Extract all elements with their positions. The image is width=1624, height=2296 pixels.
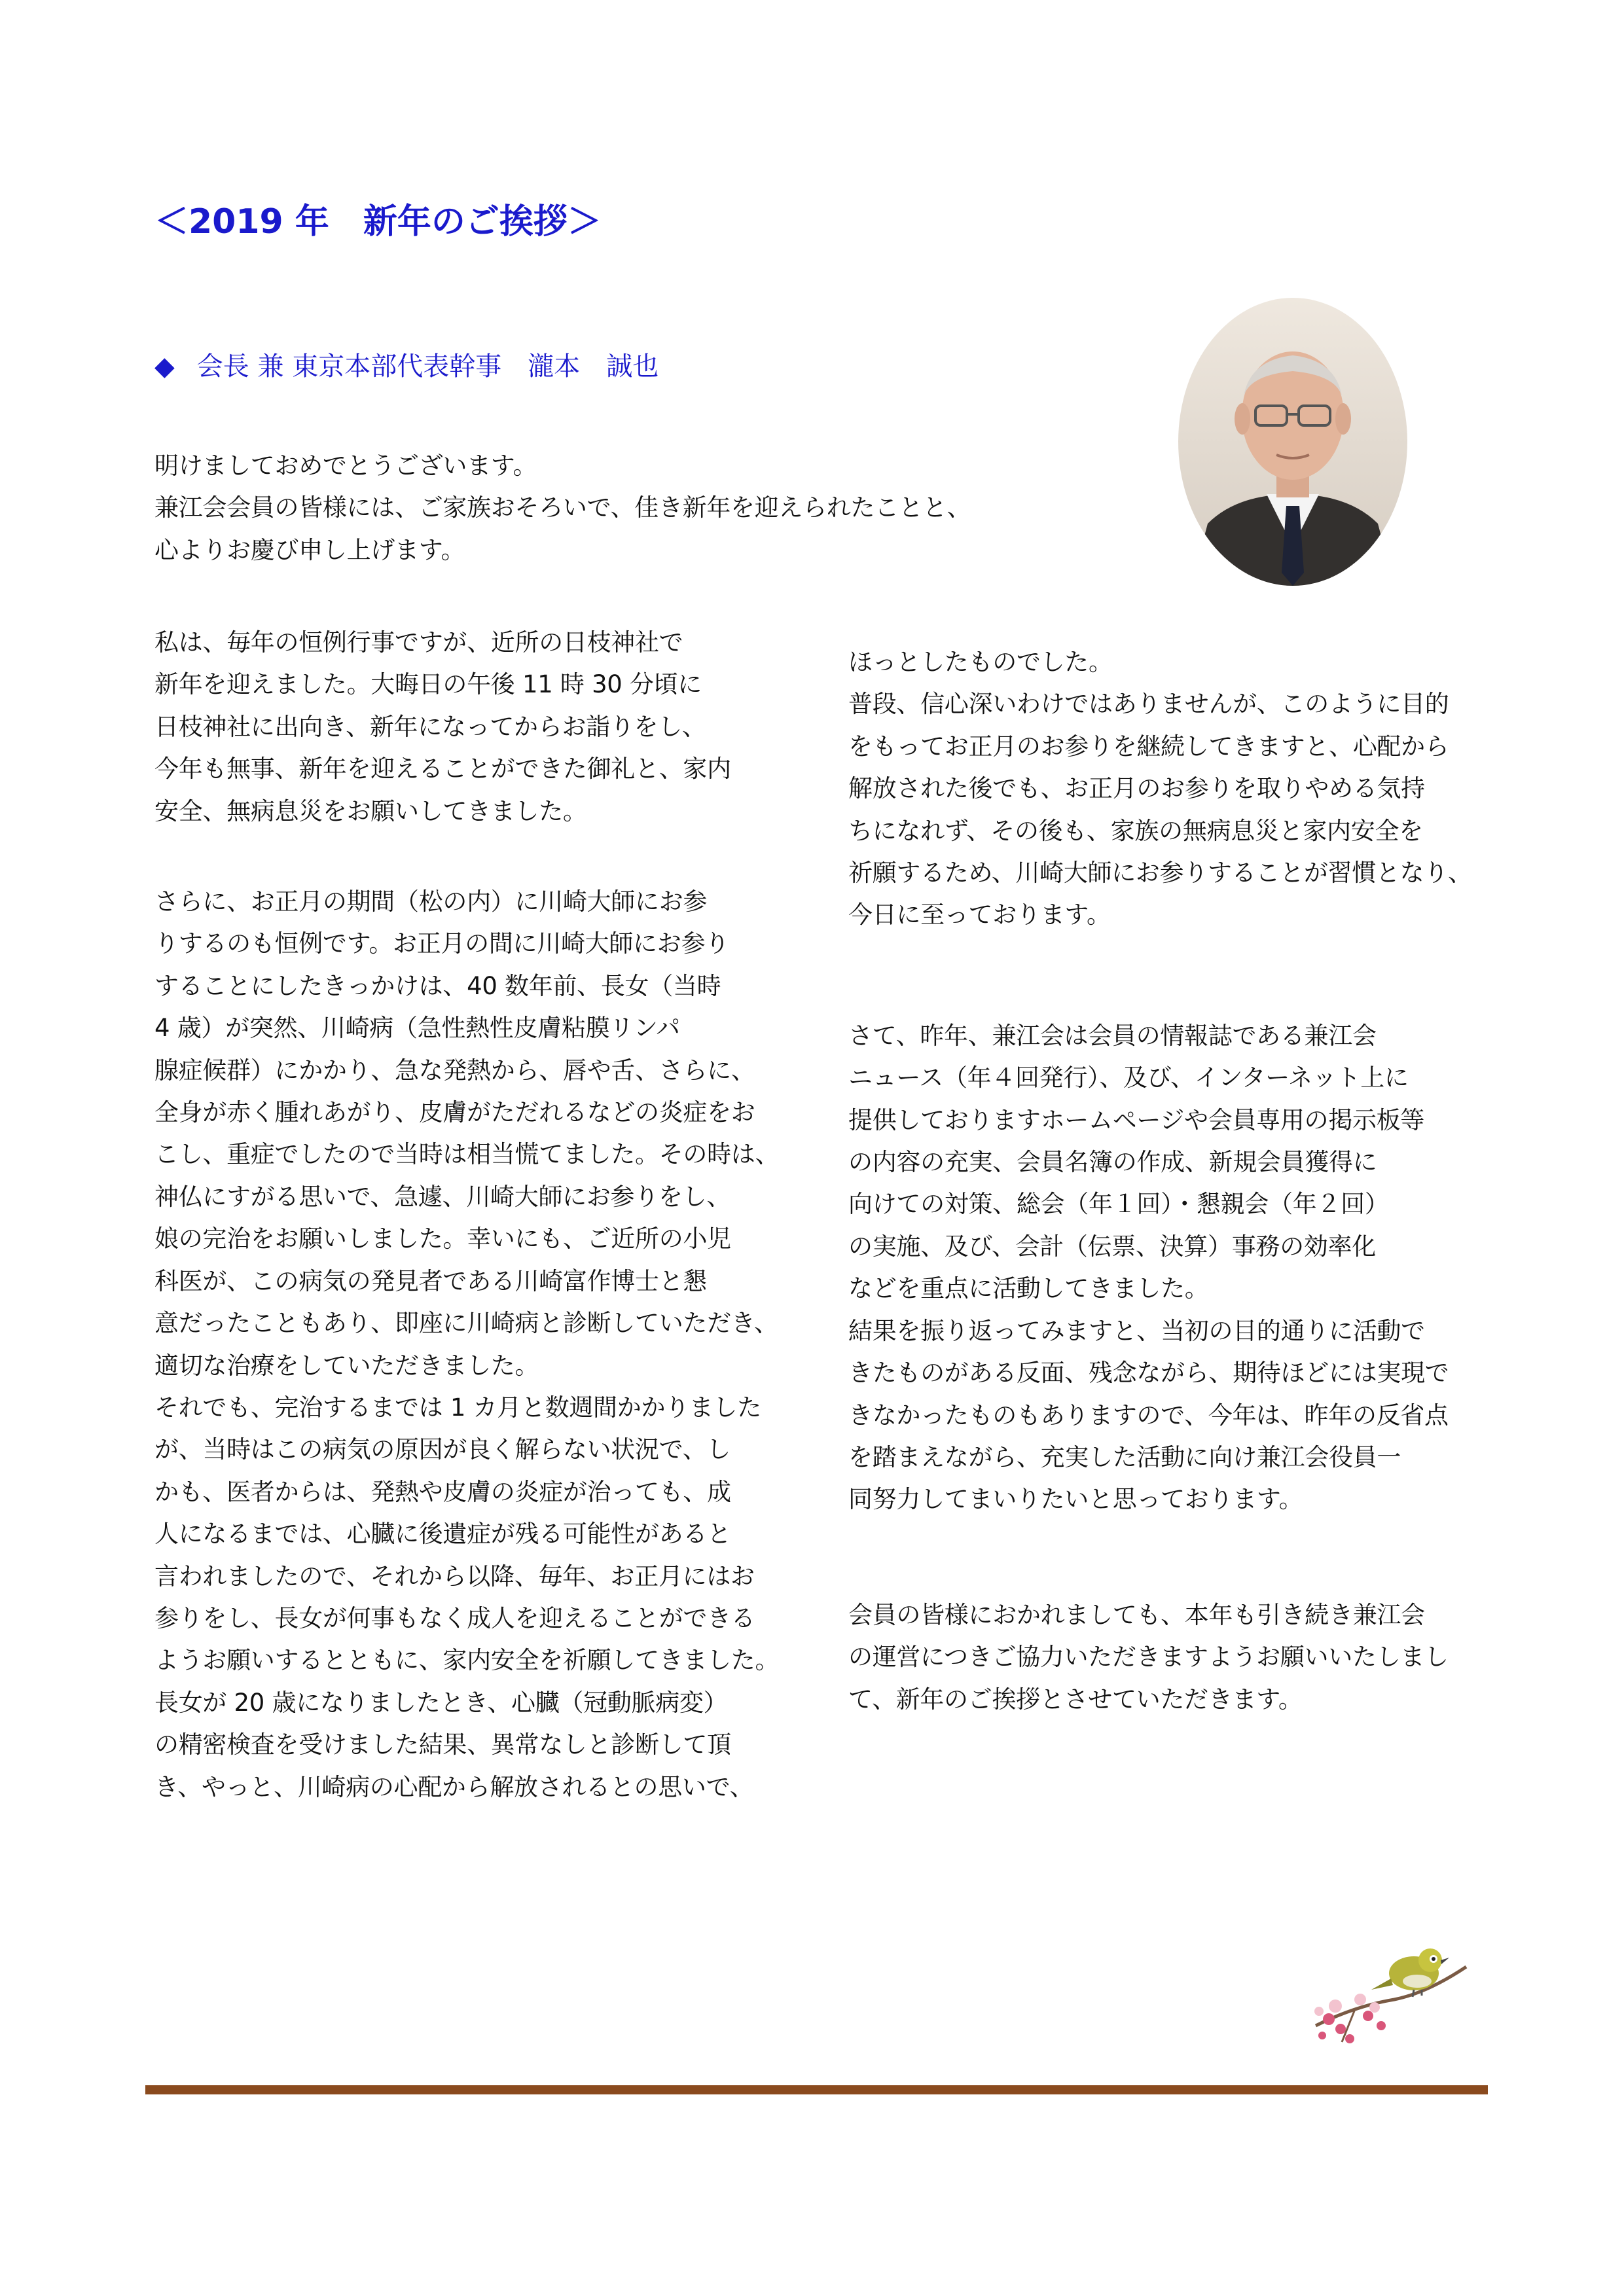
text-line: 腺症候群）にかかり、急な発熱から、唇や舌、さらに、 (154, 1056, 755, 1085)
text-line: 神仏にすがる思いで、急遽、川崎大師にお参りをし、 (154, 1182, 731, 1211)
text-line: をもってお正月のお参りを継続してきますと、心配から (848, 732, 1449, 761)
text-line: 同努力してまいりたいと思っております。 (848, 1485, 1303, 1514)
text-line: 参りをし、長女が何事もなく成人を迎えることができる (154, 1604, 755, 1632)
author-name: 会長 兼 東京本部代表幹事 瀧本 誠也 (196, 351, 659, 382)
text-line: 言われましたので、それから以降、毎年、お正月にはお (154, 1562, 755, 1590)
text-line: 解放された後でも、お正月のお参りを取りやめる気持 (848, 774, 1425, 803)
text-line: を踏まえながら、充実した活動に向け兼江会役員一 (848, 1443, 1401, 1471)
text-line: それでも、完治するまでは 1 カ月と数週間かかりました (154, 1393, 761, 1422)
text-line: 意だったこともあり、即座に川崎病と診断していただき、 (154, 1309, 778, 1338)
text-line: 結果を振り返ってみますと、当初の目的通りに活動で (848, 1316, 1425, 1345)
portrait-image (1178, 298, 1407, 586)
text-line: 4 歳）が突然、川崎病（急性熱性皮膚粘膜リンパ (154, 1014, 680, 1043)
text-line: 娘の完治をお願いしました。幸いにも、ご近所の小児 (154, 1225, 731, 1253)
text-line: 今年も無事、新年を迎えることができた御礼と、家内 (154, 755, 731, 783)
text-line: て、新年のご挨拶とさせていただきます。 (848, 1685, 1303, 1713)
footer-rule (145, 2085, 1488, 2094)
text-line: 全身が赤く腫れあがり、皮膚がただれるなどの炎症をお (154, 1098, 755, 1127)
text-line: き、やっと、川崎病の心配から解放されるとの思いで、 (154, 1772, 754, 1801)
text-line: 適切な治療をしていただきました。 (154, 1351, 539, 1380)
text-line: ようお願いするとともに、家内安全を祈願してきました。 (154, 1646, 780, 1675)
text-line: 今日に至っております。 (848, 901, 1111, 929)
right-paragraph-3 (848, 1594, 1516, 1721)
text-line: さて、昨年、兼江会は会員の情報誌である兼江会 (848, 1021, 1377, 1050)
text-line: の内容の充実、会員名簿の作成、新規会員獲得に (848, 1148, 1377, 1177)
text-line: 普段、信心深いわけではありませんが、このように目的 (848, 690, 1449, 719)
intro-line: 明けましておめでとうございます。 (154, 452, 537, 480)
right-paragraph-1 (848, 641, 1516, 937)
text-line: こし、重症でしたので当時は相当慌てました。その時は、 (154, 1140, 780, 1169)
text-line: りするのも恒例です。お正月の間に川崎大師にお参り (154, 929, 729, 958)
text-line: きなかったものもありますので、今年は、昨年の反省点 (848, 1401, 1449, 1429)
diamond-bullet-icon: ◆ (154, 351, 175, 382)
right-column (848, 641, 1516, 1721)
page-title: ＜2019 年 新年のご挨拶＞ (154, 202, 602, 242)
text-line: 人になるまでは、心臓に後遺症が残る可能性があると (154, 1520, 731, 1549)
text-line: 会員の皆様におかれましても、本年も引き続き兼江会 (848, 1600, 1425, 1629)
text-line: ちになれず、その後も、家族の無病息災と家内安全を (848, 816, 1423, 845)
text-line: ほっとしたものでした。 (848, 648, 1113, 676)
text-line: 安全、無病息災をお願いしてきました。 (154, 797, 587, 825)
left-column (154, 622, 822, 1808)
bird-on-plum-branch-icon (1309, 1928, 1473, 2045)
text-line: 向けての対策、総会（年１回）・懇親会（年２回） (848, 1190, 1389, 1219)
text-line: ニュース（年４回発行）、及び、インターネット上に (848, 1064, 1409, 1092)
text-line: 新年を迎えました。大晦日の午後 11 時 30 分頃に (154, 670, 702, 699)
text-line: かも、医者からは、発熱や皮膚の炎症が治っても、成 (154, 1477, 731, 1506)
left-paragraph-1 (154, 622, 822, 833)
text-line: 私は、毎年の恒例行事ですが、近所の日枝神社で (154, 628, 683, 656)
text-line: の精密検査を受けました結果、異常なしと診断して頂 (154, 1731, 731, 1759)
text-line: の実施、及び、会計（伝票、決算）事務の効率化 (848, 1232, 1376, 1261)
text-line: きたものがある反面、残念ながら、期待ほどには実現で (848, 1359, 1449, 1388)
left-paragraph-2 (154, 881, 822, 1808)
text-line: 科医が、この病気の発見者である川崎富作博士と懇 (154, 1266, 708, 1295)
right-paragraph-2 (848, 1015, 1516, 1521)
text-line: などを重点に活動してきました。 (848, 1274, 1209, 1303)
text-line: することにしたきっかけは、40 数年前、長女（当時 (154, 971, 721, 1000)
author-line (154, 346, 659, 383)
text-line: 提供しておりますホームページや会員専用の掲示板等 (848, 1105, 1425, 1134)
text-line: の運営につきご協力いただきますようお願いいたしまし (848, 1643, 1449, 1672)
text-line: 日枝神社に出向き、新年になってからお詣りをし、 (154, 712, 706, 741)
intro-paragraph (154, 445, 1071, 571)
intro-line: 心よりお慶び申し上げます。 (154, 535, 465, 564)
text-line: 祈願するため、川崎大師にお参りすることが習慣となり、 (848, 859, 1472, 888)
text-line: さらに、お正月の期間（松の内）に川崎大師にお参 (154, 888, 708, 916)
text-line: 長女が 20 歳になりましたとき、心臓（冠動脈病変） (154, 1688, 728, 1717)
text-line: が、当時はこの病気の原因が良く解らない状況で、し (154, 1435, 731, 1464)
intro-line: 兼江会会員の皆様には、ご家族おそろいで、佳き新年を迎えられたことと、 (154, 493, 971, 522)
portrait-photo (1178, 298, 1407, 586)
